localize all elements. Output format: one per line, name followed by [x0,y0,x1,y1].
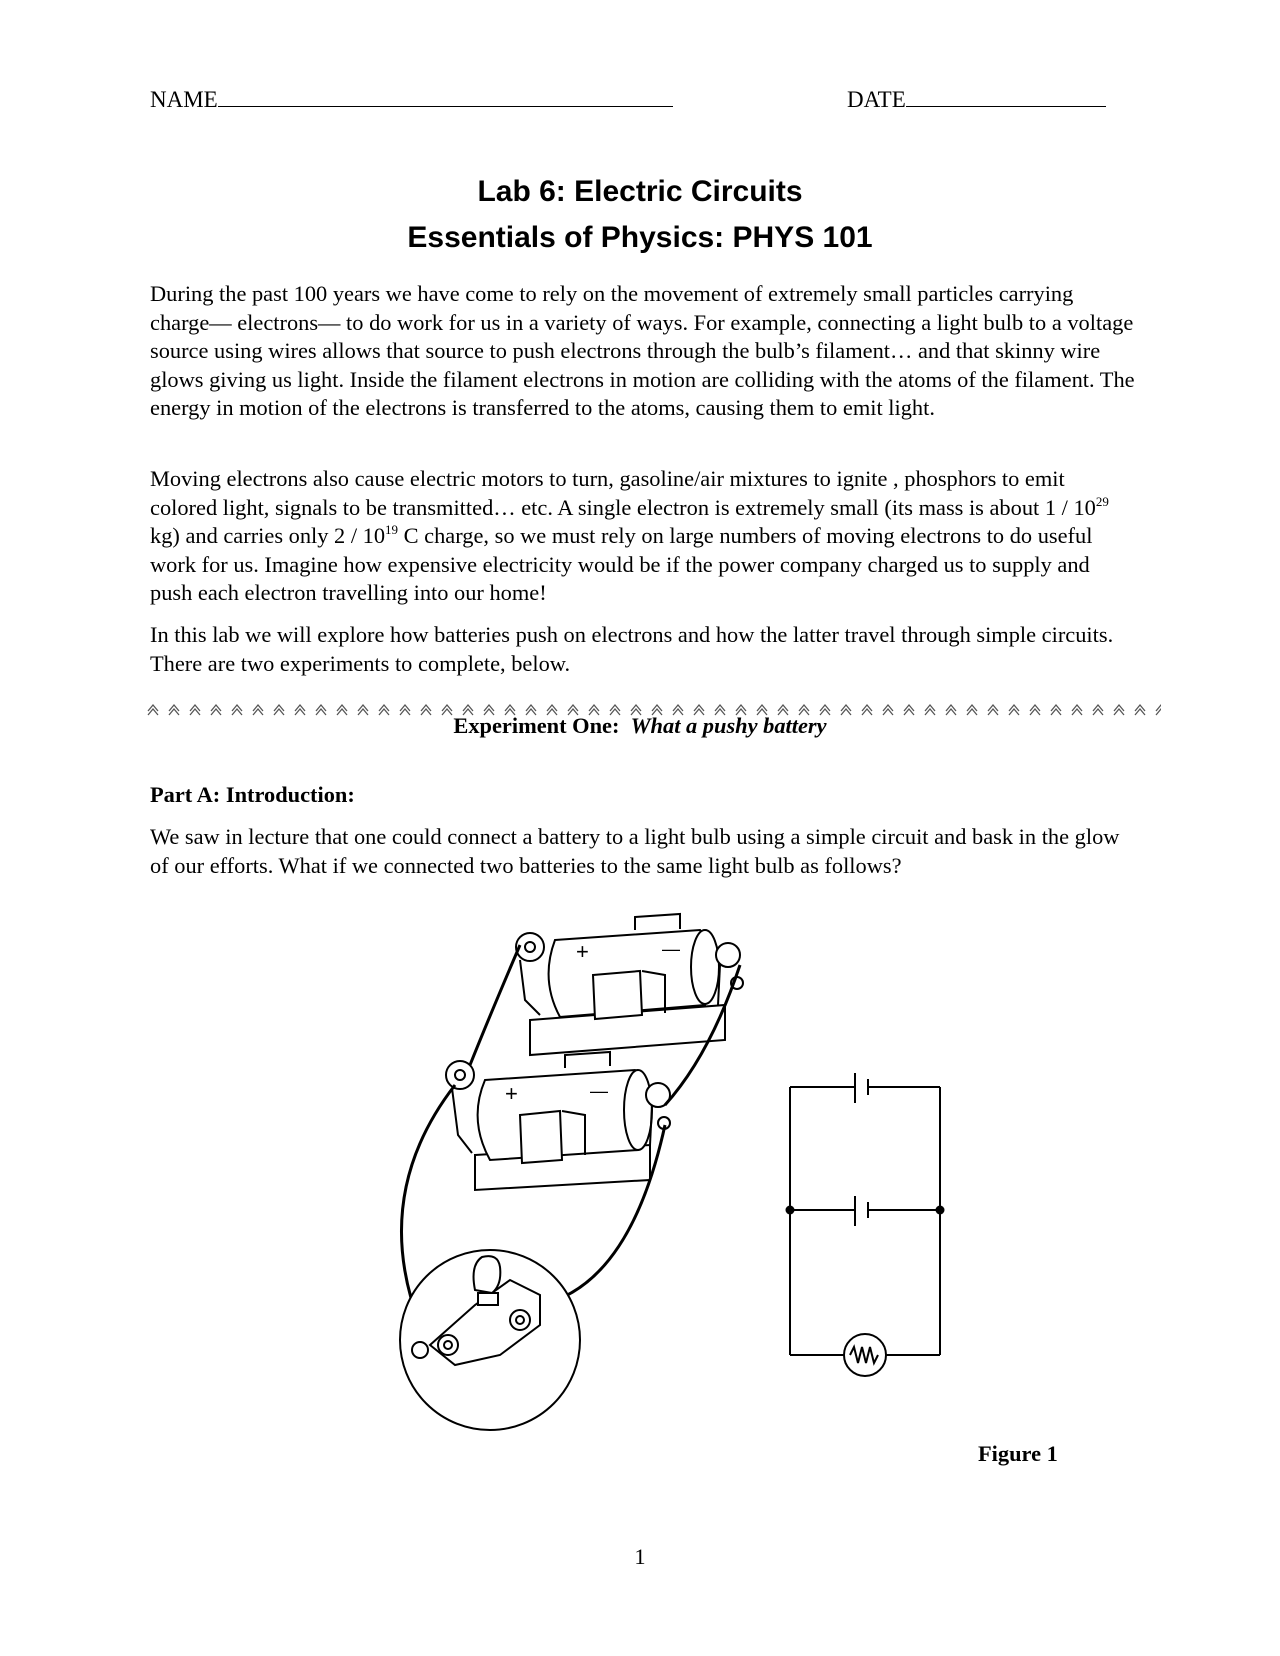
experiment-subtitle: What a pushy battery [630,713,827,738]
bottom-battery-minus: — [590,1081,608,1101]
circuit-schematic [780,1055,960,1395]
p2-text-a: Moving electrons also cause electric motors to turn, gasoline/air mixtures to ignite , phosphors to emit colored light, signals to be transmitted… etc. A single electron is extremely small (its mass is about 1 / 10 [150,466,1096,520]
name-field [150,86,673,113]
charge-exponent: 19 [385,522,399,538]
lab-title: Lab 6: Electric Circuits [477,175,803,208]
p2-text-b: kg) and carries only 2 / 10 [150,523,386,549]
p2-text-c: C charge, so we must rely on large numbers of moving electrons to do useful work for us. Imagine how expensive electricity would be if the power company charged us to supply and push each electron travelling into our home! [150,523,1093,606]
date-blank-line[interactable] [906,86,1106,107]
left-junction-node [786,1206,795,1215]
figure-caption: Figure 1 [978,1441,1058,1466]
name-label: NAME [150,87,218,112]
part-a-heading: Part A: Introduction: [150,782,355,807]
right-junction-node [936,1206,945,1215]
course-title: Essentials of Physics: PHYS 101 [407,221,873,254]
experiment-title [0,713,1280,739]
date-label: DATE [847,87,906,112]
experiment-label: Experiment One: [453,713,620,738]
intro-paragraph-3: In this lab we will explore how batteries push on electrons and how the latter travel through simple circuits. There are two experiments to complete, below. [150,622,1114,676]
date-field [847,86,1106,113]
bottom-battery-plus: + [505,1081,518,1106]
page-number: 1 [634,1544,646,1569]
name-blank-line[interactable] [218,86,673,107]
intro-paragraph-2 [150,465,1135,608]
battery-circuit-drawing [380,905,800,1445]
top-battery-plus: + [576,939,589,964]
mass-exponent: 29 [1095,493,1109,509]
top-battery-minus: — [662,939,680,959]
intro-paragraph-1: During the past 100 years we have come to rely on the movement of extremely small particles carrying charge— electrons— to do work for us in a variety of ways. For example, connecting a light bulb to a voltage source using wires allows that source to push electrons through the bulb’s filament… and that skinny wire glows giving us light. Inside the filament electrons in motion are colliding with the atoms of the filament. The energy in motion of the electrons is transferred to the atoms, causing them to emit light. [150,281,1135,421]
part-a-text: We saw in lecture that one could connect a battery to a light bulb using a simple circuit and bask in the glow of our efforts. What if we connected two batteries to the same light bulb as follows? [150,824,1120,878]
